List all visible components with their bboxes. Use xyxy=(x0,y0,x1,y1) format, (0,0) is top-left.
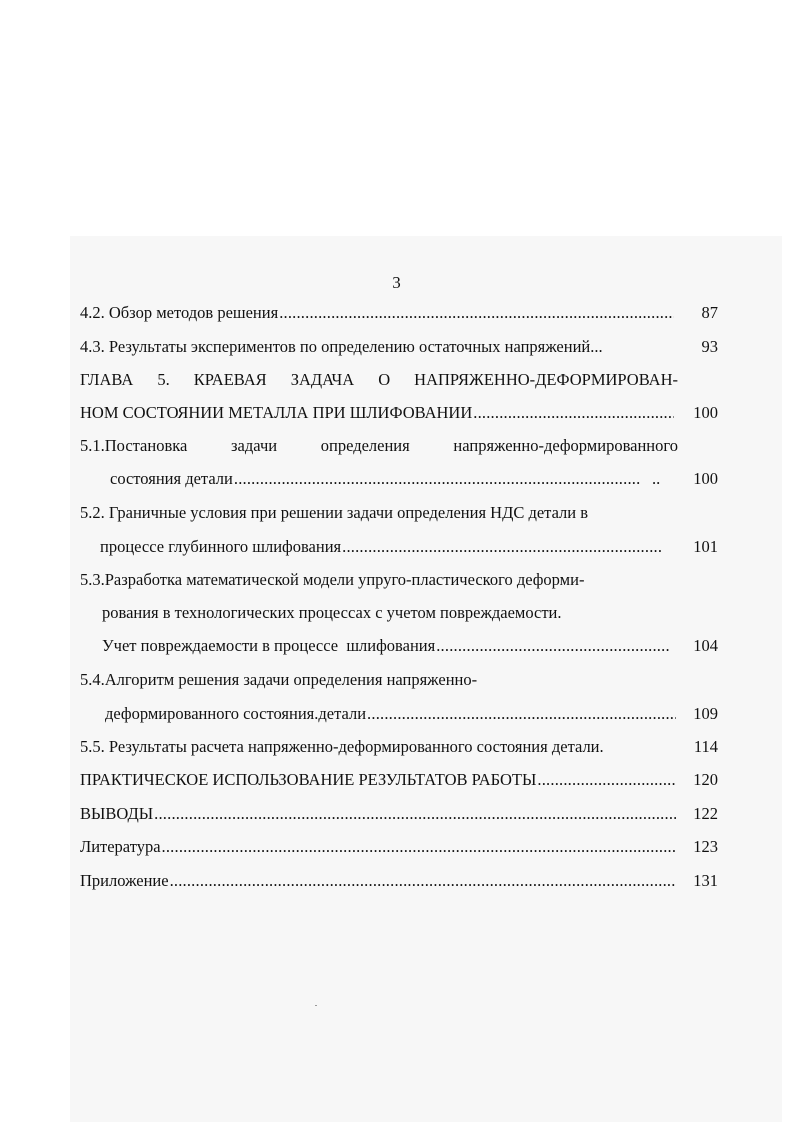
toc-entry-5-4-line1: 5.4.Алгоритм решения задачи определения напряженно- xyxy=(80,670,478,689)
toc-page-number: 120 xyxy=(693,770,718,789)
leader-dots xyxy=(170,870,676,892)
toc-entry-5-5: 5.5. Результаты расчета напряженно-деформированного состояния детали. xyxy=(80,737,604,756)
toc-entry-4-2 xyxy=(80,302,674,324)
leader-dots xyxy=(154,803,676,825)
toc-page-number: 123 xyxy=(693,837,718,856)
toc-page-number: 100 xyxy=(693,469,718,488)
toc-chapter-5-line1: ГЛАВА 5. КРАЕВАЯ ЗАДАЧА О НАПРЯЖЕННО-ДЕФОРМИРОВАН- xyxy=(80,370,678,389)
toc-entry-4-3 xyxy=(80,336,674,358)
toc-appendix xyxy=(80,870,676,892)
toc-entry-title: ПРАКТИЧЕСКОЕ ИСПОЛЬЗОВАНИЕ РЕЗУЛЬТАТОВ РАБОТЫ xyxy=(80,770,537,789)
toc-conclusions xyxy=(80,803,676,825)
toc-entry-title: процессе глубинного шлифования xyxy=(100,537,342,556)
toc-practical-use xyxy=(80,769,676,791)
toc-page-number: 104 xyxy=(693,636,718,655)
toc-entry-title: Приложение xyxy=(80,871,169,890)
toc-page-number: 109 xyxy=(693,704,718,723)
toc-entry-5-4-line2 xyxy=(105,703,676,725)
toc-page-number: 87 xyxy=(701,303,718,322)
toc-entry-5-3-line2: рования в технологических процессах с учетом повреждаемости. xyxy=(102,603,562,622)
scan-speck xyxy=(315,1005,317,1006)
toc-page-number: 100 xyxy=(693,403,718,422)
toc-page-number: 131 xyxy=(693,871,718,890)
toc-entry-title: НОМ СОСТОЯНИИ МЕТАЛЛА ПРИ ШЛИФОВАНИИ xyxy=(80,403,473,422)
toc-page-number: 93 xyxy=(701,337,718,356)
leader-dots xyxy=(436,635,670,657)
toc-entry-5-2-line1: 5.2. Граничные условия при решении задачи определения НДС детали в xyxy=(80,503,589,522)
leader-dots xyxy=(342,536,661,558)
toc-entry-5-1-line2 xyxy=(110,468,665,490)
leader-dots xyxy=(234,468,640,490)
toc-entry-title: деформированного состояния.детали xyxy=(105,704,367,723)
toc-entry-5-2-line2 xyxy=(100,536,661,558)
leader-dots xyxy=(537,769,676,791)
toc-page-number: 114 xyxy=(693,737,718,756)
toc-page-number: 122 xyxy=(693,804,718,823)
leader-dots xyxy=(279,302,674,324)
toc-entry-5-3-line3 xyxy=(102,635,670,657)
toc-entry-title: ВЫВОДЫ xyxy=(80,804,154,823)
leader-tail: .. xyxy=(652,469,661,488)
leader-dots xyxy=(162,836,676,858)
toc-entry-title: Литература xyxy=(80,837,161,856)
toc-entry-title: 4.3. Результаты экспериментов по определению остаточных напряжений... xyxy=(80,337,603,356)
toc-entry-5-3-line1: 5.3.Разработка математической модели упруго-пластического деформи- xyxy=(80,570,585,589)
toc-literature xyxy=(80,836,676,858)
toc-entry-title: 4.2. Обзор методов решения xyxy=(80,303,279,322)
toc-page-number: 101 xyxy=(693,537,718,556)
toc-entry-5-1-line1: 5.1.Постановка задачи определения напряженно-деформированного xyxy=(80,436,678,455)
leader-dots xyxy=(473,402,674,424)
toc-chapter-5-line2 xyxy=(80,402,674,424)
page-number: 3 xyxy=(392,273,401,292)
toc-entry-title: Учет повреждаемости в процессе шлифования xyxy=(102,636,436,655)
toc-entry-title: состояния детали xyxy=(110,469,233,488)
leader-dots xyxy=(367,703,676,725)
